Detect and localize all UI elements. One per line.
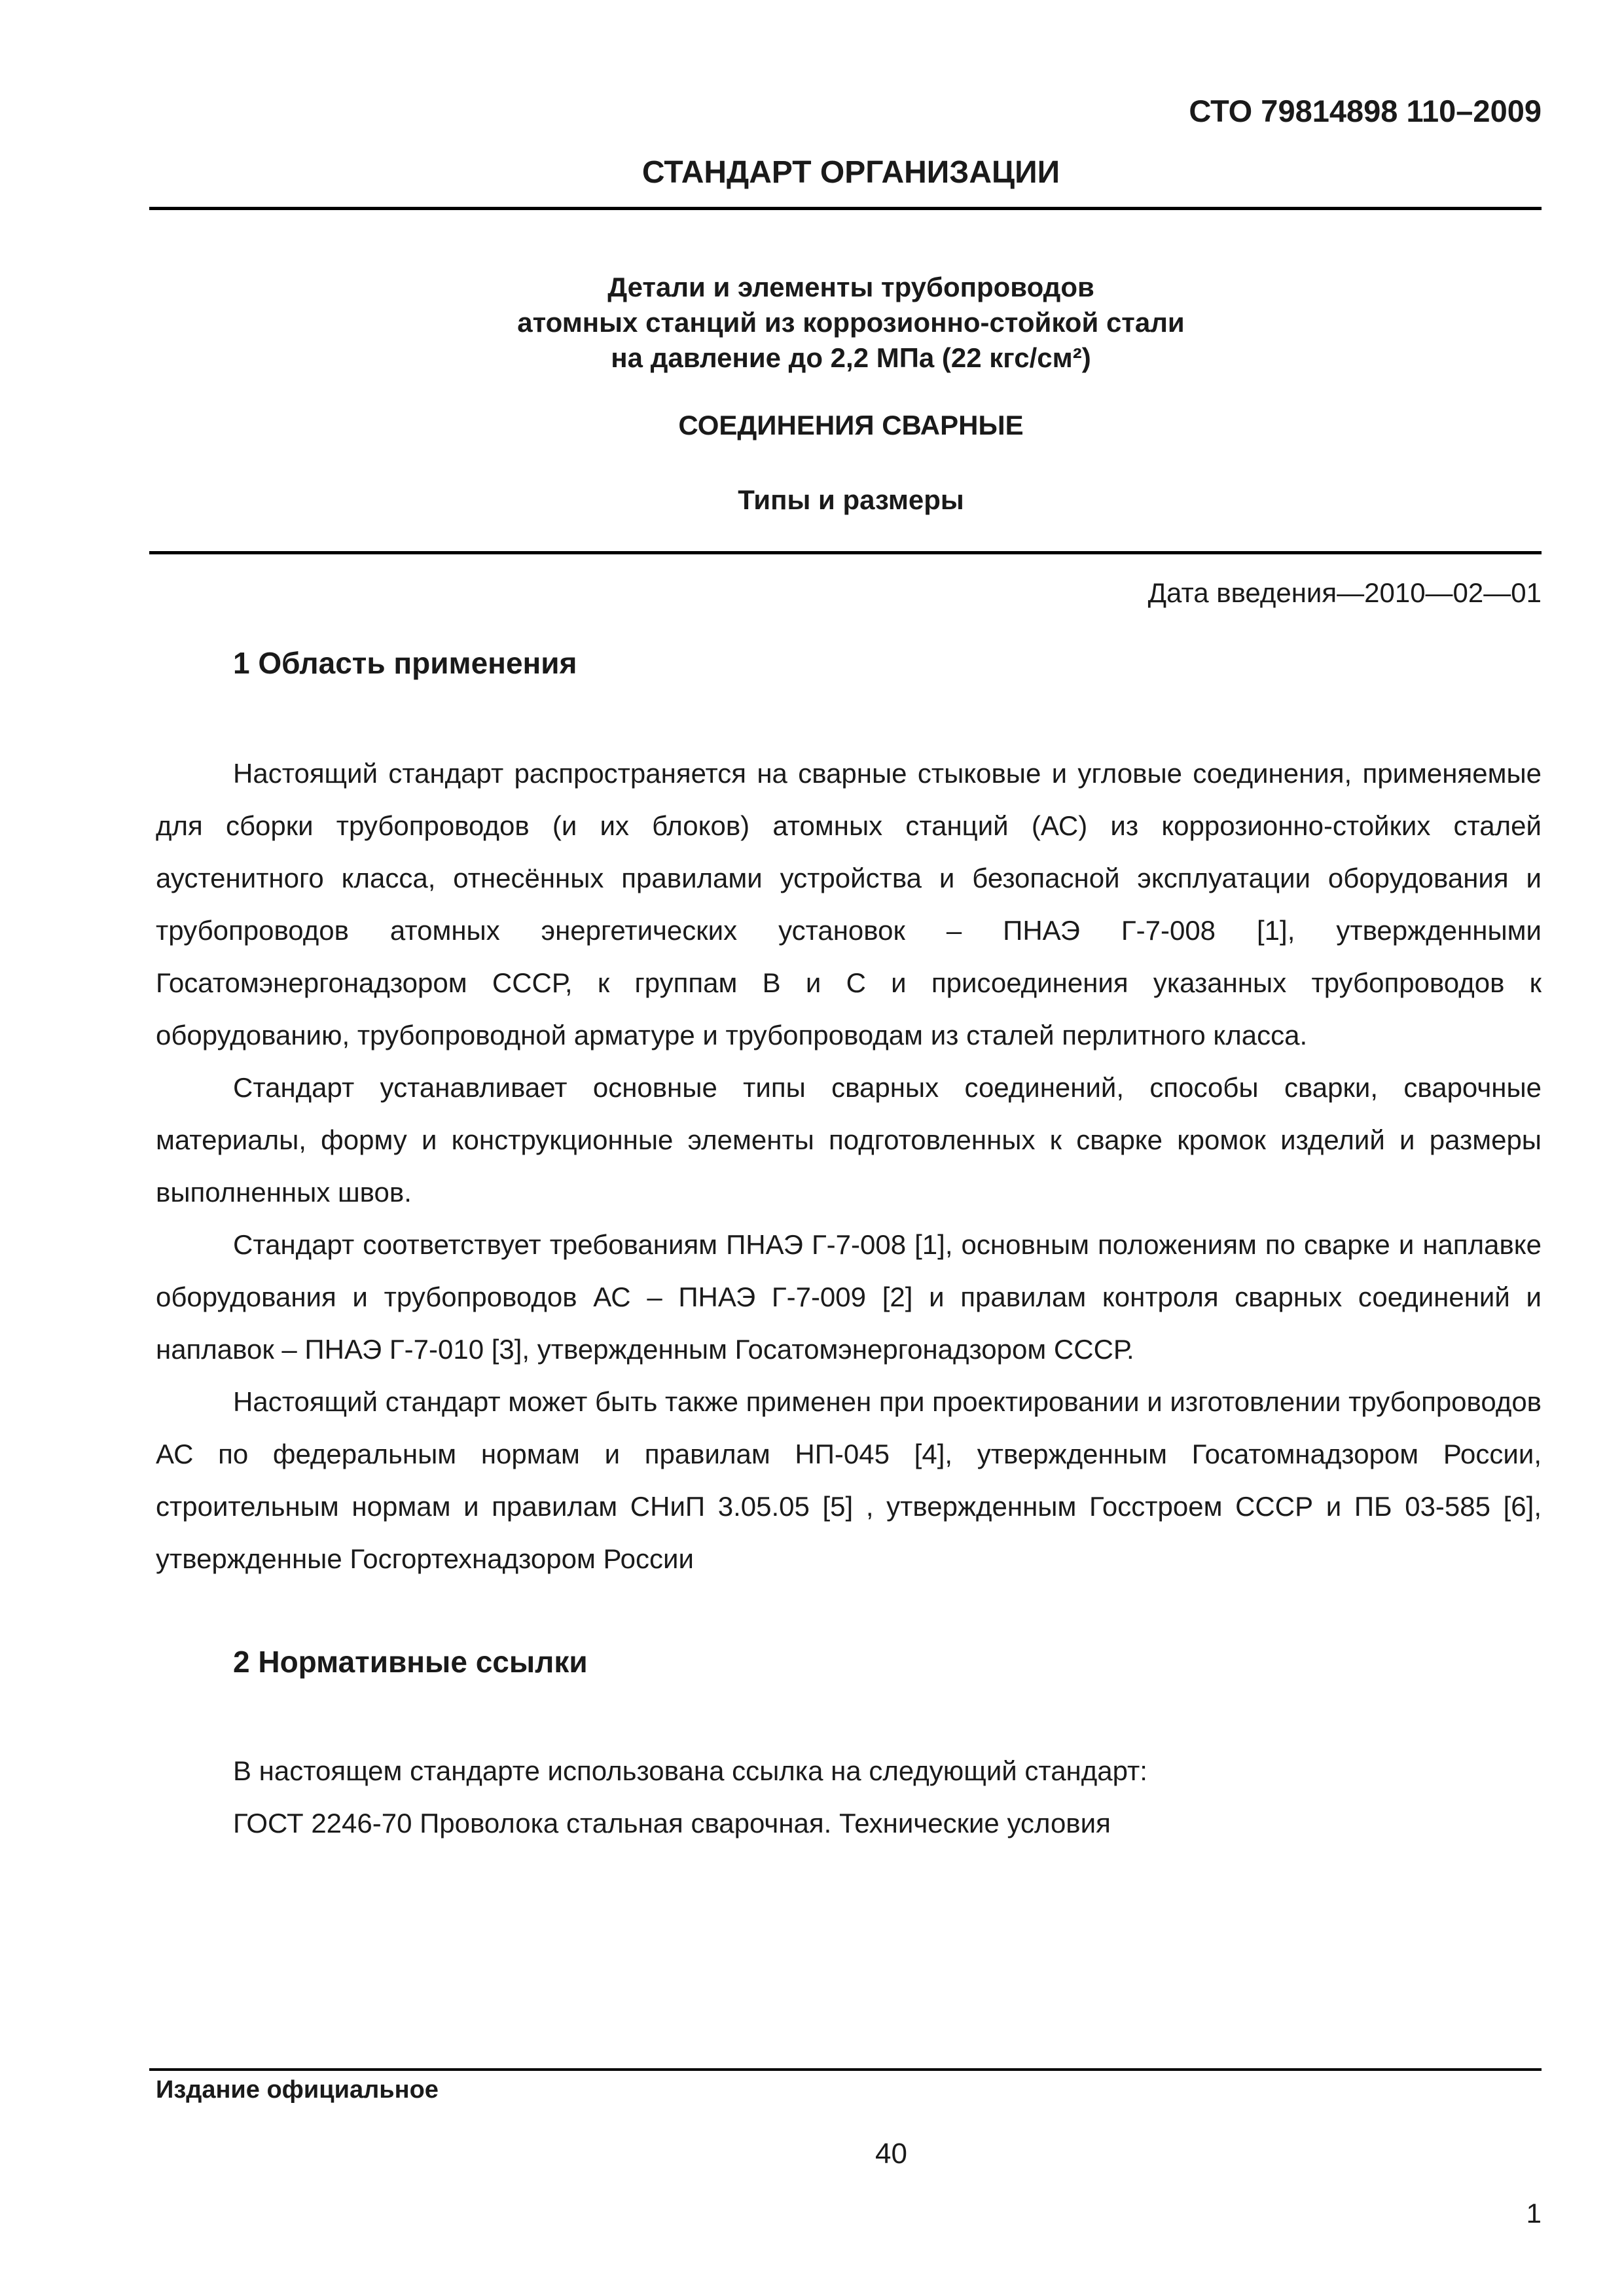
- reference-item: ГОСТ 2246-70 Проволока стальная сварочная. Технические условия: [233, 1808, 1111, 1839]
- paragraph: В настоящем стандарте использована ссылка на следующий стандарт:: [233, 1755, 1147, 1786]
- footer-divider: [149, 2068, 1542, 2071]
- organization-standard-title: СТАНДАРТ ОРГАНИЗАЦИИ: [641, 155, 1060, 190]
- original-page-number: 40: [875, 2138, 907, 2170]
- page-number: 1: [1526, 2198, 1542, 2229]
- section-heading-references: 2 Нормативные ссылки: [233, 1645, 588, 1679]
- document-title-line: на давление до 2,2 МПа (22 кгс/см²): [611, 342, 1091, 373]
- document-code: СТО 79814898 110–2009: [1189, 94, 1542, 128]
- paragraph: Стандарт соответствует требованиям ПНАЭ Г-7-008 [1], основным положениям по сварке и наплавке оборудования и трубопроводов АС – ПНАЭ Г-7-009 [2] и правилам контроля сварных соединений и наплавок – ПНАЭ Г-7-010 [3], утвержденным Госатомэнергонадзором СССР.: [156, 1229, 1542, 1365]
- paragraph: Настоящий стандарт распространяется на сварные стыковые и угловые соединения, применяемые для сборки трубопроводов (и их блоков) атомных станций (АС) из коррозионно-стойких сталей аустенитного класса, отнесённых правилами устройства и безопасной эксплуатации оборудования и трубопроводов атомных энергетических установок – ПНАЭ Г-7-008 [1], утвержденными Госатомэнергонадзором СССР, к группам В и С и присоединения указанных трубопроводов к оборудованию, трубопроводной арматуре и трубопроводам из сталей перлитного класса.: [156, 758, 1542, 1050]
- paragraph: Настоящий стандарт может быть также применен при проектировании и изготовлении трубопроводов АС по федеральным нормам и правилам НП-045 [4], утвержденным Госатомнадзором России, строительным нормам и правилам СНиП 3.05.05 [5] , утвержденным Госстроем СССР и ПБ 03-585 [6], утвержденные Госгортехнадзором России: [156, 1386, 1542, 1574]
- paragraph: Стандарт устанавливает основные типы сварных соединений, способы сварки, сварочные материалы, форму и конструкционные элементы подготовленных к сварке кромок изделий и размеры выполненных швов.: [156, 1072, 1542, 1208]
- introduction-date: Дата введения—2010—02—01: [1147, 577, 1542, 608]
- document-title-line: атомных станций из коррозионно-стойкой стали: [517, 307, 1185, 338]
- document-subtitle-types: Типы и размеры: [738, 484, 964, 515]
- document-title: [0, 270, 1624, 376]
- section-heading-scope: 1 Область применения: [233, 646, 577, 680]
- top-divider: [149, 207, 1542, 210]
- section-body-references: [156, 1745, 1542, 1850]
- edition-label: Издание официальное: [156, 2076, 439, 2104]
- section-body-scope: [156, 747, 1542, 1585]
- title-divider: [149, 551, 1542, 554]
- document-title-line: Детали и элементы трубопроводов: [607, 272, 1094, 302]
- document-subtitle: СОЕДИНЕНИЯ СВАРНЫЕ: [678, 410, 1024, 440]
